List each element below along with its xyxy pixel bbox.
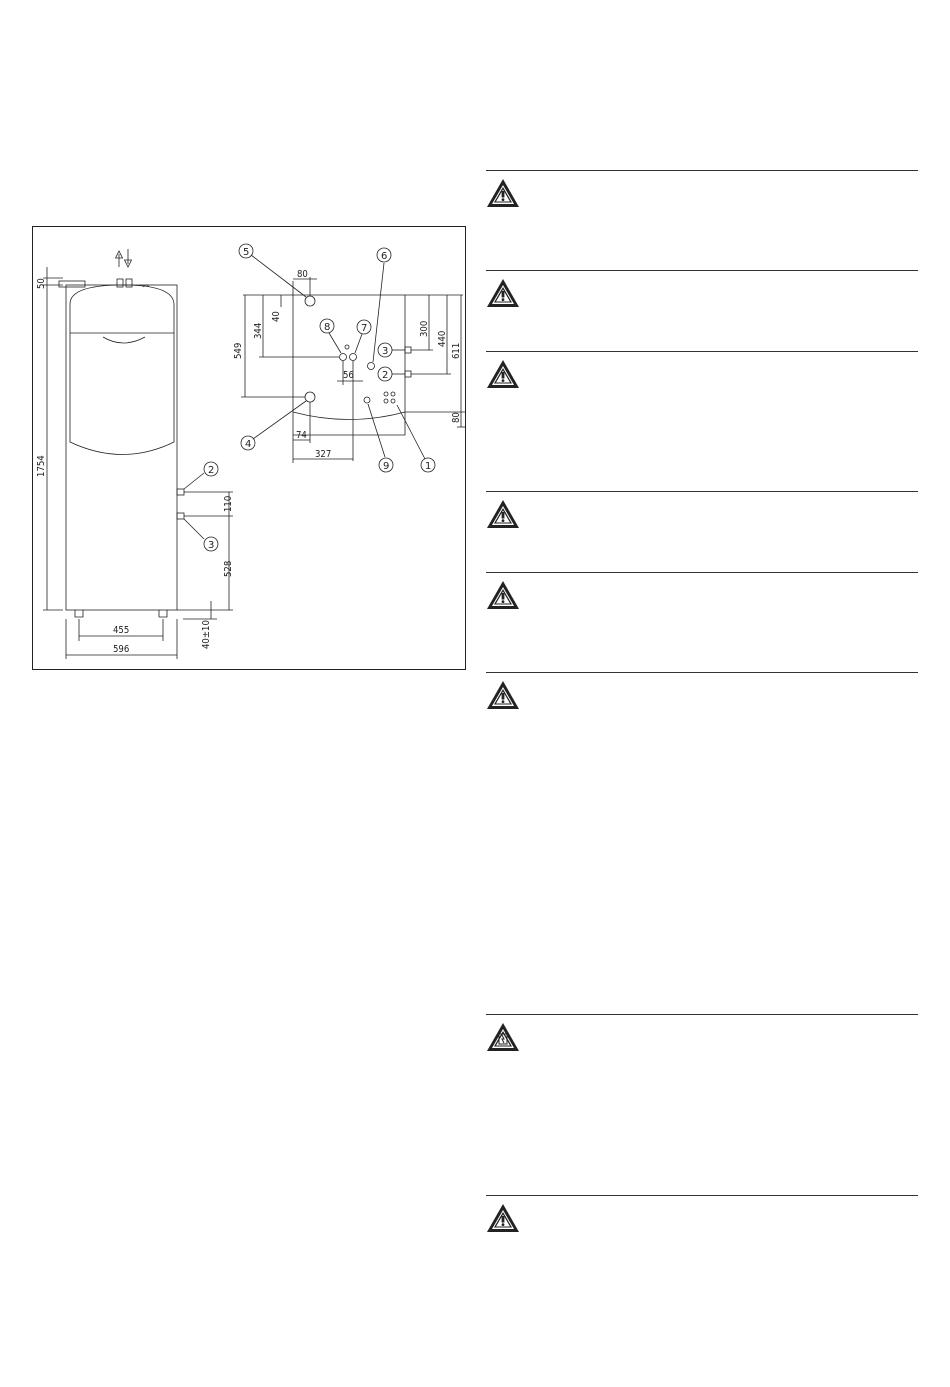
port-9 — [364, 397, 370, 403]
dim-rear-80-top: 80 — [297, 269, 308, 280]
svg-text:3: 3 — [208, 540, 215, 551]
svg-text:2: 2 — [208, 465, 215, 476]
dim-rear-611: 611 — [451, 342, 462, 359]
dim-feet-spacing: 455 — [113, 625, 130, 636]
svg-text:4: 4 — [245, 439, 252, 450]
dim-rear-440: 440 — [437, 330, 448, 347]
svg-text:9: 9 — [383, 461, 390, 472]
diagram-svg — [33, 227, 467, 671]
svg-text:5: 5 — [243, 247, 250, 258]
port-5 — [305, 296, 315, 306]
front-view — [36, 249, 234, 659]
dim-rear-344: 344 — [253, 322, 264, 339]
dim-rear-74: 74 — [296, 430, 307, 441]
warning-triangle-icon — [486, 498, 520, 530]
svg-text:2: 2 — [382, 370, 389, 381]
port-6 — [368, 363, 375, 370]
warning-block — [486, 270, 918, 271]
dim-top-offset: 50 — [36, 278, 47, 289]
warning-triangle-icon — [486, 358, 520, 390]
top-pipe-left — [59, 281, 85, 287]
warning-block — [486, 170, 918, 171]
dim-upper-conn-spacing: 110 — [223, 495, 234, 512]
rear-connection-3 — [405, 347, 411, 353]
rear-connection-2 — [405, 371, 411, 377]
dim-rear-549: 549 — [233, 342, 244, 359]
dim-rear-327: 327 — [315, 449, 332, 460]
dimension-diagram — [32, 226, 466, 670]
warning-block — [486, 572, 918, 573]
side-connection-2 — [177, 489, 184, 495]
dim-rear-300: 300 — [419, 320, 430, 337]
warning-block — [486, 351, 918, 352]
dim-rear-80-bottom: 80 — [451, 412, 462, 423]
dim-feet-height: 40±10 — [201, 620, 212, 649]
port-4 — [305, 392, 315, 402]
tank-body — [70, 333, 174, 455]
rear-view — [233, 244, 465, 472]
warning-block — [486, 1195, 918, 1196]
svg-text:1: 1 — [425, 461, 432, 472]
warning-triangle-icon — [486, 177, 520, 209]
warning-block — [486, 672, 918, 673]
warning-triangle-icon — [486, 579, 520, 611]
svg-text:6: 6 — [381, 251, 388, 262]
dim-total-height: 1754 — [36, 455, 47, 477]
dim-width: 596 — [113, 644, 130, 655]
port-7 — [350, 354, 357, 361]
dim-rear-40: 40 — [271, 311, 282, 322]
left-foot — [75, 610, 83, 617]
svg-text:7: 7 — [361, 323, 368, 334]
dim-lower-conn-height: 528 — [223, 560, 234, 577]
dim-rear-56: 56 — [343, 370, 354, 381]
port-8 — [340, 354, 347, 361]
electrical-hazard-icon — [486, 1021, 520, 1053]
warning-triangle-icon — [486, 1202, 520, 1234]
svg-text:8: 8 — [324, 322, 331, 333]
tank-dome — [70, 285, 174, 333]
warning-block — [486, 1014, 918, 1015]
right-foot — [159, 610, 167, 617]
svg-text:3: 3 — [382, 346, 389, 357]
warning-triangle-icon — [486, 277, 520, 309]
warning-block — [486, 491, 918, 492]
side-connection-3 — [177, 513, 184, 519]
warning-triangle-icon — [486, 679, 520, 711]
